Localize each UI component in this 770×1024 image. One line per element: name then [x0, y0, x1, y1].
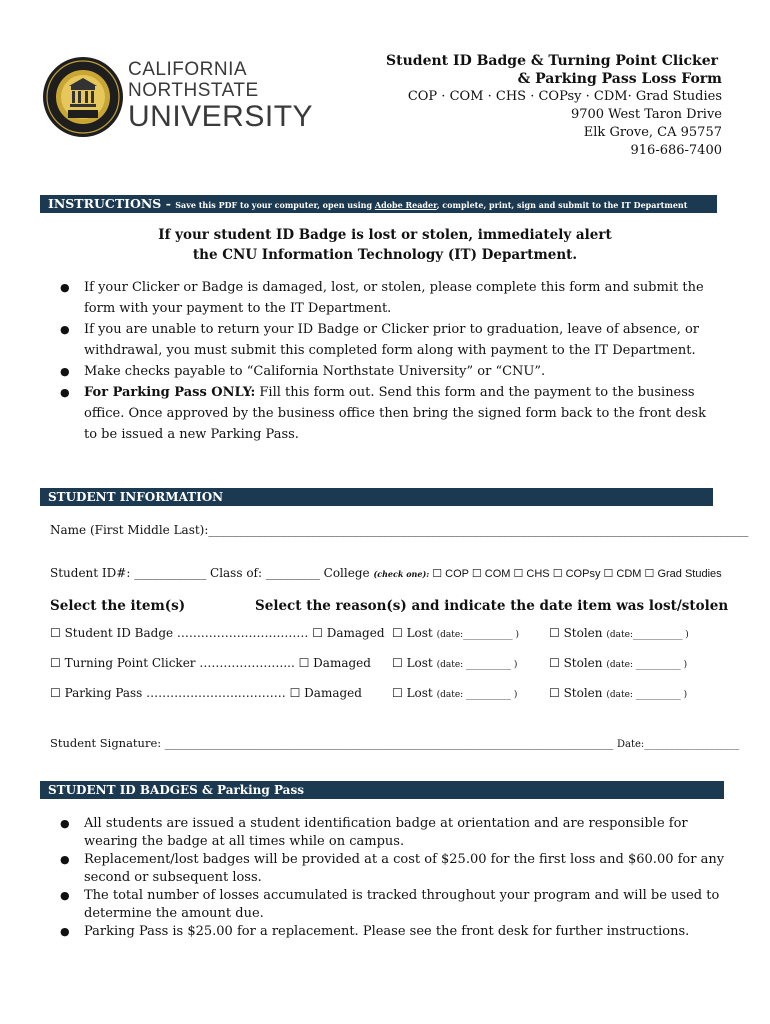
- instructions-label: INSTRUCTIONS: [48, 196, 162, 211]
- select-items-heading: Select the item(s): [50, 598, 186, 614]
- alert-line2: the CNU Information Technology (IT) Department.: [192, 247, 578, 263]
- university-wordmark: [128, 60, 313, 132]
- instruction-bullets: [58, 277, 718, 445]
- student-id-field[interactable]: Student ID#: ____________ Class of: _________ College: [50, 566, 374, 580]
- lost-checkbox-clicker[interactable]: ☐ Lost (date: __________ ): [392, 656, 518, 670]
- select-reason-heading: Select the reason(s) and indicate the date item was lost/stolen: [255, 598, 729, 614]
- form-title-block: [386, 52, 722, 160]
- instructions-text-after: , complete, print, sign and submit to the IT Department: [436, 200, 688, 210]
- badges-bar: STUDENT ID BADGES & Parking Pass: [40, 781, 724, 799]
- adobe-reader-link[interactable]: Adobe Reader: [374, 200, 437, 210]
- university-line2: NORTHSTATE: [128, 80, 259, 101]
- parking-text: Fill this form out. Send this form and the payment to the business office. Once approved by the business office then bring the signed form back to the front desk to be issued a new Parking Pass.: [84, 385, 706, 442]
- instructions-text-before: Save this PDF to your computer, open using: [175, 200, 375, 210]
- instructions-sep: -: [161, 196, 176, 211]
- phone-number: 916-686-7400: [630, 143, 722, 158]
- stolen-checkbox-parking[interactable]: ☐ Stolen (date: __________ ): [549, 686, 688, 700]
- list-item: ● All students are issued a student identification badge at orientation and are responsible for wearing the badge at all times while on campus.: [58, 815, 738, 851]
- college-checkboxes[interactable]: ☐ COP ☐ COM ☐ CHS ☐ COPsy ☐ CDM ☐ Grad Studies: [429, 568, 722, 580]
- stolen-checkbox-badge[interactable]: ☐ Stolen (date:___________ ): [549, 626, 689, 640]
- student-id-row: [50, 566, 722, 580]
- signature-date-field[interactable]: Date:___________________: [616, 739, 740, 750]
- colleges-list: COP · COM · CHS · COPsy · CDM· Grad Studies: [407, 89, 722, 104]
- list-item: ● If your Clicker or Badge is damaged, lost, or stolen, please complete this form and submit the form with your payment to the IT Department.: [58, 277, 718, 319]
- list-item: ● Parking Pass is $25.00 for a replacement. Please see the front desk for further instructions.: [58, 923, 738, 941]
- item-student-id-badge[interactable]: ☐ Student ID Badge …….……….……….…… ☐ Damaged: [50, 626, 385, 640]
- address-line2: Elk Grove, CA 95757: [583, 125, 722, 140]
- address-line1: 9700 West Taron Drive: [570, 107, 722, 122]
- form-title-line1: Student ID Badge & Turning Point Clicker: [386, 53, 718, 69]
- item-parking-pass[interactable]: ☐ Parking Pass ………….……….………… ☐ Damaged: [50, 686, 362, 700]
- item-clicker[interactable]: ☐ Turning Point Clicker …………………... ☐ Damaged: [50, 656, 371, 670]
- signature-field[interactable]: Student Signature: ______________________________________________________________________________: [50, 736, 617, 750]
- parking-bold: For Parking Pass ONLY:: [84, 385, 256, 400]
- form-title-line2: & Parking Pass Loss Form: [517, 71, 722, 87]
- badge-bullets: [58, 815, 738, 941]
- lost-checkbox-parking[interactable]: ☐ Lost (date: __________ ): [392, 686, 518, 700]
- list-item: [58, 382, 718, 445]
- list-item: ● Make checks payable to “California Northstate University” or “CNU”.: [58, 361, 718, 382]
- university-line3: UNIVERSITY: [128, 100, 314, 133]
- student-info-bar: STUDENT INFORMATION: [40, 488, 713, 506]
- signature-row: [50, 736, 739, 750]
- alert-line1: If your student ID Badge is lost or stolen, immediately alert: [158, 227, 612, 243]
- list-item: ● Replacement/lost badges will be provided at a cost of $25.00 for the first loss and $60.00 for any second or subsequent loss.: [58, 851, 738, 887]
- lost-checkbox-badge[interactable]: ☐ Lost (date:___________ ): [392, 626, 520, 640]
- instructions-bar: [40, 195, 717, 213]
- stolen-checkbox-clicker[interactable]: ☐ Stolen (date: __________ ): [549, 656, 688, 670]
- check-one-label: (check one):: [373, 569, 430, 579]
- name-field[interactable]: Name (First Middle Last):__________________________________________________________________________________________: [50, 523, 749, 537]
- university-line1: CALIFORNIA: [128, 59, 248, 80]
- list-item: ● If you are unable to return your ID Badge or Clicker prior to graduation, leave of absence, or withdrawal, you must submit this completed form along with payment to the IT Department.: [58, 319, 718, 361]
- list-item: ● The total number of losses accumulated is tracked throughout your program and will be used to determine the amount due.: [58, 887, 738, 923]
- alert-notice: [0, 225, 770, 265]
